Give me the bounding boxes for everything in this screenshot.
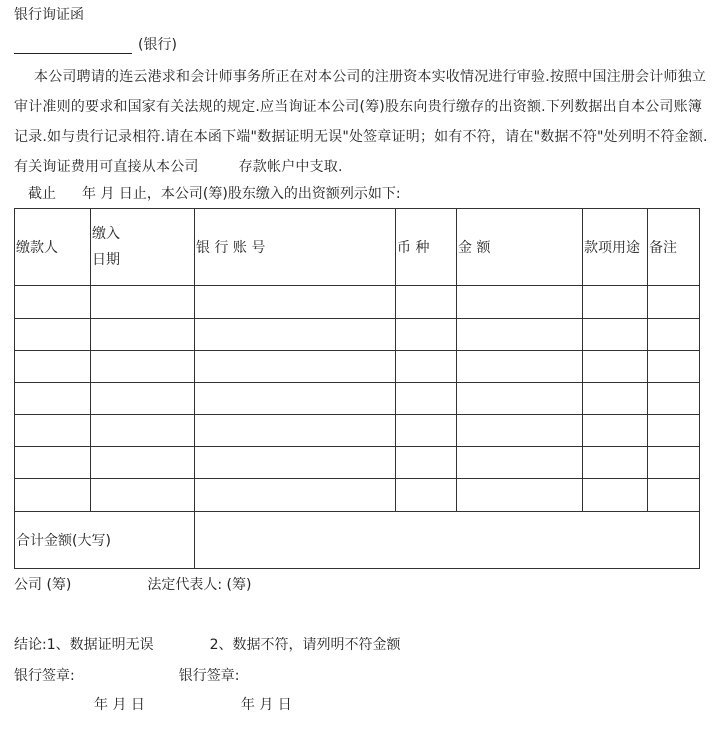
table-cell[interactable] [15,350,91,382]
bank-seal-label-1: 银行签章: [14,668,75,684]
table-cell[interactable] [648,415,700,447]
table-cell[interactable] [396,350,457,382]
table-cell[interactable] [583,382,648,414]
total-row [15,511,700,568]
table-cell[interactable] [457,350,583,382]
table-cell[interactable] [396,286,457,318]
table-cell[interactable] [15,479,91,511]
seal-date-2: 年 月 日 [240,697,292,713]
header-pay-date [91,209,195,286]
table-cell[interactable] [648,286,700,318]
table-cell[interactable] [195,382,396,414]
header-purpose: 款项用途 [583,209,648,286]
table-cell[interactable] [91,382,195,414]
table-cell[interactable] [91,447,195,479]
table-cell[interactable] [457,286,583,318]
table-cell[interactable] [195,479,396,511]
table-row [15,350,700,382]
table-header-row [15,209,700,286]
table-row [15,382,700,414]
table-cell[interactable] [91,318,195,350]
body-paragraph [14,62,714,182]
bank-name-line [14,36,177,54]
table-cell[interactable] [583,286,648,318]
table-cell[interactable] [396,447,457,479]
table-cell[interactable] [15,382,91,414]
table-cell[interactable] [457,382,583,414]
table-cell[interactable] [195,286,396,318]
table-cell[interactable] [195,350,396,382]
table-cell[interactable] [195,318,396,350]
as-of-line [28,185,401,203]
company-label: 公司 (筹) [14,577,72,593]
table-row [15,479,700,511]
as-of-prefix: 截止 [28,186,56,202]
table-row [15,415,700,447]
date-line [94,696,292,714]
table-cell[interactable] [583,350,648,382]
table-row [15,286,700,318]
paragraph-part2: 存款帐户中支取. [238,159,343,175]
letter-title: 银行询证函 [14,7,84,23]
table-cell[interactable] [91,479,195,511]
table-cell[interactable] [396,382,457,414]
table-cell[interactable] [195,415,396,447]
header-bank-account: 银 行 账 号 [195,209,396,286]
table-cell[interactable] [583,447,648,479]
bank-name-blank[interactable] [14,39,132,54]
table-cell[interactable] [583,415,648,447]
conclusion-line [14,636,401,654]
table-cell[interactable] [583,479,648,511]
table-cell[interactable] [648,479,700,511]
table-row [15,447,700,479]
header-currency: 币 种 [396,209,457,286]
bank-seal-line [14,667,239,685]
table-cell[interactable] [648,447,700,479]
table-cell[interactable] [91,286,195,318]
table-cell[interactable] [396,479,457,511]
signature-line [14,576,251,594]
as-of-date-text: 年 月 日止，本公司(筹)股东缴入的出资额列示如下: [82,186,401,202]
table-cell[interactable] [15,415,91,447]
table-cell[interactable] [396,318,457,350]
legal-rep-label: 法定代表人: (筹) [147,577,252,593]
table-cell[interactable] [91,415,195,447]
conclusion-option-1: 结论:1、数据证明无误 [14,637,154,653]
capital-contribution-table [14,208,700,569]
header-pay-date-line1: 缴入 [92,226,120,243]
table-cell[interactable] [457,479,583,511]
table-cell[interactable] [91,350,195,382]
bank-suffix: (银行) [138,37,177,53]
table-cell[interactable] [457,318,583,350]
table-cell[interactable] [396,415,457,447]
header-amount: 金 额 [457,209,583,286]
paragraph-part1: 本公司聘请的连云港求和会计师事务所正在对本公司的注册资本实收情况进行审验.按照中国注册会计师独立审计准则的要求和国家有关法规的规定.应当询证本公司(筹)股东向贵行缴存的出资额.下列数据出自本公司账簿记录.如与贵行记录相符.请在本函下端"数据证明无误"处签章证明；如有不符，请在"数据不符"处列明不符金额. 有关询证费用可直接从本公司 [14,69,708,175]
seal-date-1: 年 月 日 [94,697,145,713]
total-amount-cell[interactable] [195,511,700,568]
header-payer: 缴款人 [15,209,91,286]
conclusion-option-2: 2、数据不符，请列明不符金额 [209,637,401,653]
table-cell[interactable] [457,415,583,447]
table-cell[interactable] [583,318,648,350]
table-cell[interactable] [648,318,700,350]
bank-seal-label-2: 银行签章: [178,668,240,684]
table-cell[interactable] [15,447,91,479]
header-remark: 备注 [648,209,700,286]
table-cell[interactable] [648,350,700,382]
table-cell[interactable] [15,286,91,318]
table-row [15,318,700,350]
table-cell[interactable] [457,447,583,479]
table-cell[interactable] [195,447,396,479]
table-cell[interactable] [15,318,91,350]
table-cell[interactable] [648,382,700,414]
total-label: 合计金额(大写) [15,511,195,568]
header-pay-date-line2: 日期 [92,252,120,269]
